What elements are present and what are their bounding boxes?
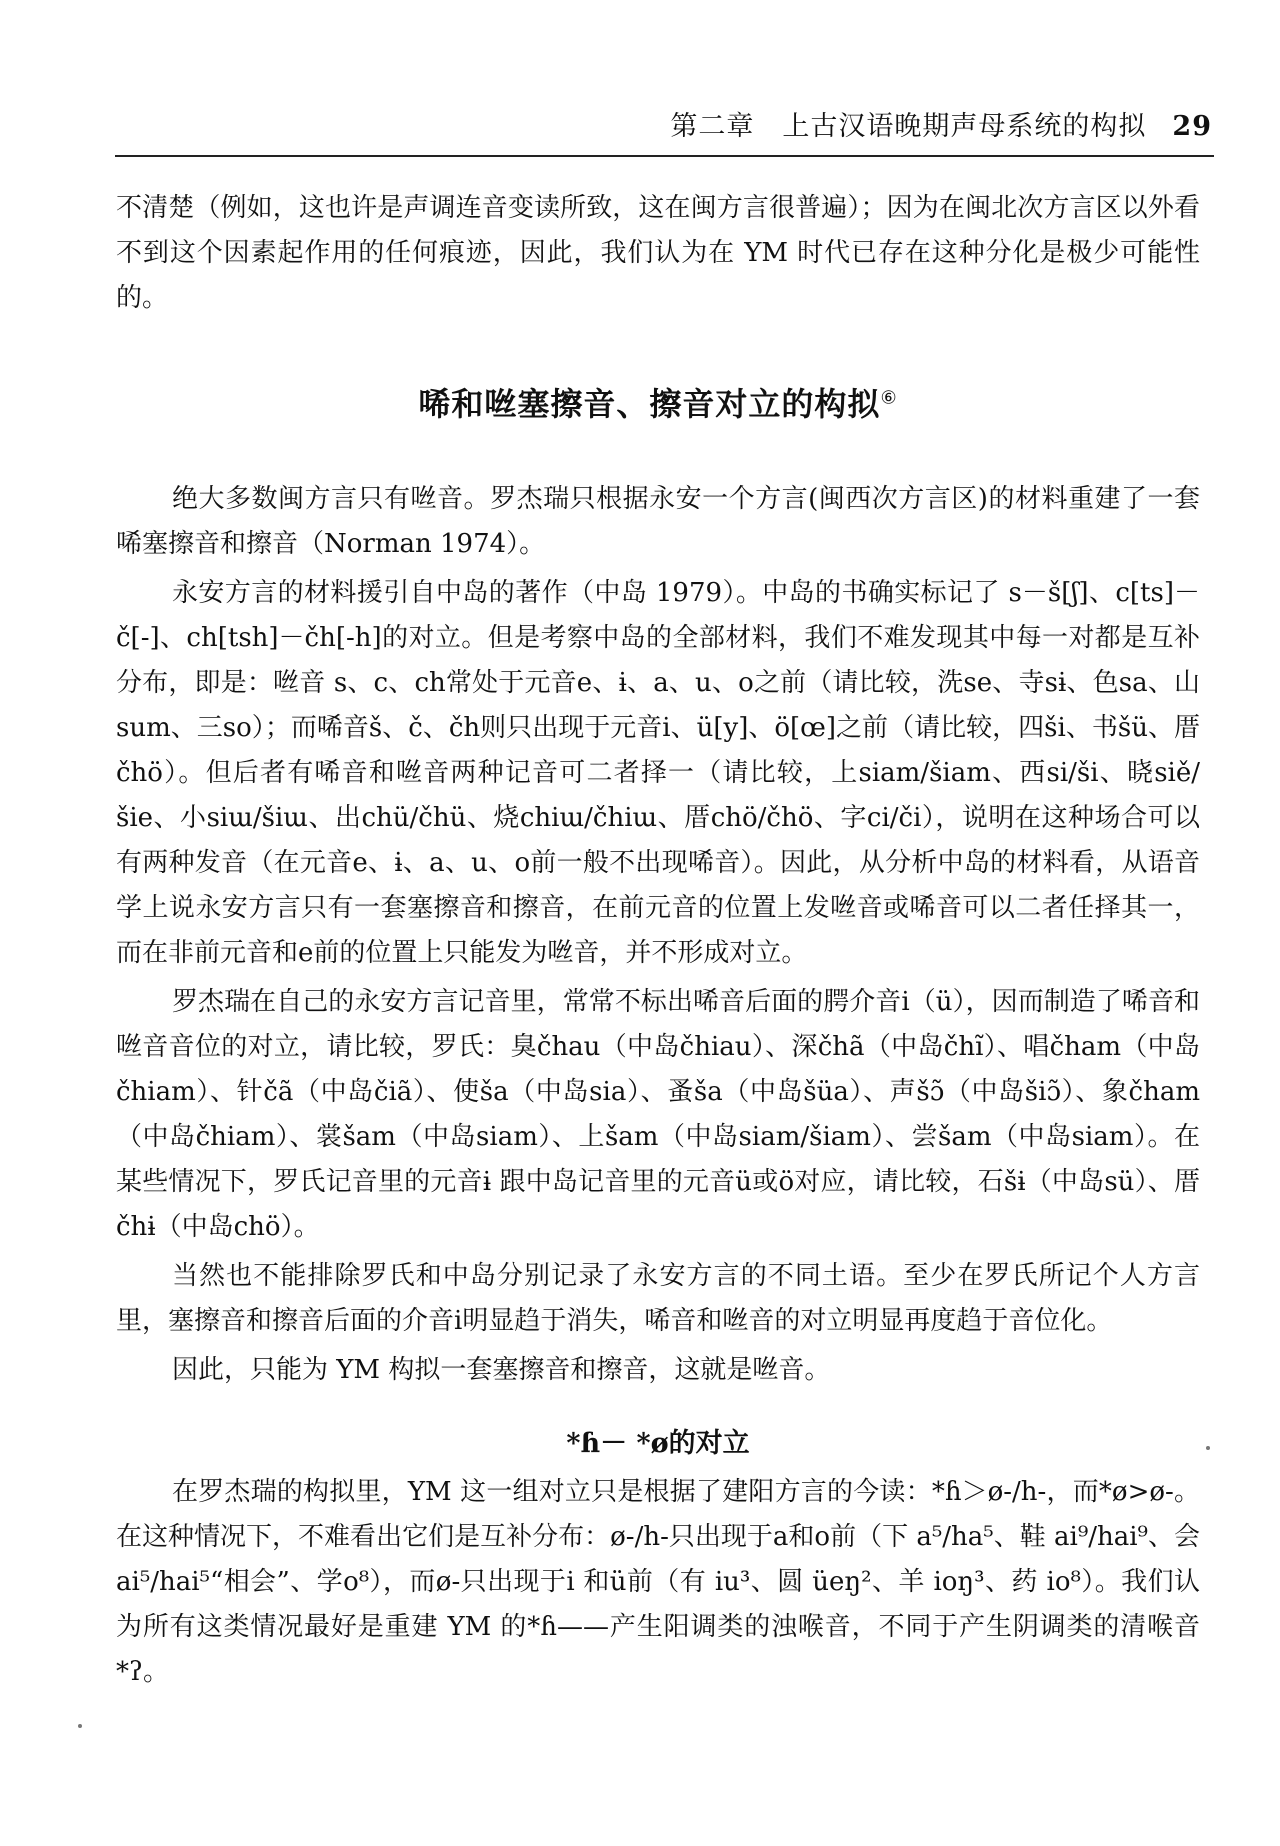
- page-body: [116, 186, 1200, 1699]
- page-number: 29: [1172, 111, 1212, 142]
- paragraph: 在罗杰瑞的构拟里，YM 这一组对立只是根据了建阳方言的今读：*ɦ＞ø-/h-，而*ø>ø-。在这种情况下，不难看出它们是互补分布：ø-/h-只出现于a和o前（下 a⁵/ha⁵、鞋 ai⁹/hai⁹、会 ai⁵/hai⁵“相会”、学o⁸），而ø-只出现于i 和ü前（有 iu³、圆 üeŋ²、羊 ioŋ³、药 io⁸）。我们认为所有这类情况最好是重建 YM 的*ɦ——产生阳调类的浊喉音，不同于产生阴调类的清喉音*ʔ。: [116, 1477, 1200, 1687]
- paragraph: 永安方言的材料援引自中岛的著作（中岛 1979）。中岛的书确实标记了 s－š[ʃ]、c[ts]－č[-]、ch[tsh]－čh[-h]的对立。但是考察中岛的全部材料，我们不难发现其中每一对都是互补分布，即是：咝音 s、c、ch常处于元音e、ɨ、a、u、o之前（请比较，洗se、寺sɨ、色sa、山sum、三so）；而唏音š、č、čh则只出现于元音i、ü[y]、ö[œ]之前（请比较，四ši、书šü、厝čhö）。但后者有唏音和咝音两种记音可二者择一（请比较，上siam/šiam、西si/ši、晓siě/šie、小siɯ/šiɯ、出chü/čhü、烧chiɯ/čhiɯ、厝chö/čhö、字ci/či），说明在这种场合可以有两种发音（在元音e、ɨ、a、u、o前一般不出现唏音）。因此，从分析中岛的材料看，从语音学上说永安方言只有一套塞擦音和擦音，在前元音的位置上发咝音或唏音可以二者任择其一，而在非前元音和e前的位置上只能发为咝音，并不形成对立。: [116, 578, 1200, 968]
- subsection-heading: *ɦ－ *ø的对立: [566, 1428, 750, 1459]
- section-heading-text: 唏和咝塞擦音、擦音对立的构拟: [418, 385, 881, 423]
- paragraph: 绝大多数闽方言只有咝音。罗杰瑞只根据永安一个方言(闽西次方言区)的材料重建了一套唏塞擦音和擦音（Norman 1974）。: [116, 484, 1200, 559]
- footnote-marker: ⑥: [880, 387, 898, 409]
- paragraph-continued: 不清楚（例如，这也许是声调连音变读所致，这在闽方言很普遍）；因为在闽北次方言区以外看不到这个因素起作用的任何痕迹，因此，我们认为在 YM 时代已存在这种分化是极少可能性的。: [116, 193, 1200, 313]
- section-heading: [116, 379, 1200, 425]
- chapter-title: 第二章 上古汉语晚期声母系统的构拟: [670, 111, 1147, 142]
- paragraph: 当然也不能排除罗氏和中岛分别记录了永安方言的不同土语。至少在罗氏所记个人方言里，塞擦音和擦音后面的介音i明显趋于消失，唏音和咝音的对立明显再度趋于音位化。: [116, 1261, 1200, 1336]
- running-header: [670, 104, 1212, 143]
- scan-speck: [78, 1724, 82, 1728]
- scan-speck: [1206, 1446, 1210, 1450]
- paragraph: 罗杰瑞在自己的永安方言记音里，常常不标出唏音后面的腭介音i（ü），因而制造了唏音和咝音音位的对立，请比较，罗氏：臭čhau（中岛čhiau）、深čhã（中岛čhĩ）、唱čham（中岛čhiam）、针čã（中岛čiã）、使ša（中岛sia）、蚤ša（中岛šüa）、声šɔ̃（中岛šiɔ̃）、象čham（中岛čhiam）、裳šam（中岛siam）、上šam（中岛siam/šiam）、尝šam（中岛siam）。在某些情况下，罗氏记音里的元音ɨ 跟中岛记音里的元音ü或ö对应，请比较，石šɨ（中岛sü）、厝čhɨ（中岛chö）。: [116, 987, 1200, 1242]
- header-rule: [115, 155, 1214, 157]
- paragraph: 因此，只能为 YM 构拟一套塞擦音和擦音，这就是咝音。: [172, 1355, 831, 1385]
